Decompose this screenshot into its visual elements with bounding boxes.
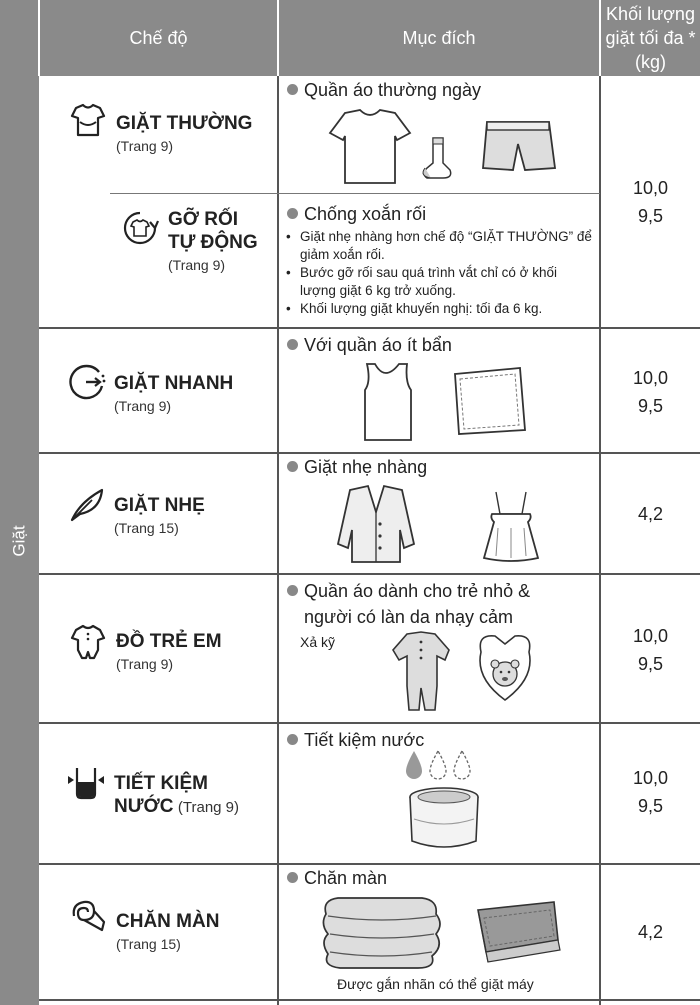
purpose-text: Tiết kiệm nước [287, 730, 424, 751]
capacity-value: 4,2 [637, 504, 664, 524]
quick-wash-icon [66, 362, 106, 402]
note-item: • Giặt nhẹ nhàng hơn chế độ “GIẶT THƯỜNG” để giảm xoắn rối. [282, 228, 594, 264]
mode-baby [68, 622, 222, 672]
light-soil-illustration [355, 360, 535, 445]
header-purpose: Mục đích [402, 28, 476, 48]
mode-normal [68, 100, 252, 154]
mode-name: GIẶT NHANH [114, 373, 234, 394]
mode-name: NƯỚC [114, 796, 174, 817]
bullet-icon [287, 84, 298, 95]
mode-gentle [66, 484, 205, 536]
header-divider [599, 0, 601, 76]
mode-name: GIẶT THƯỜNG [116, 113, 253, 134]
purpose-text: Giặt nhẹ nhàng [287, 457, 427, 478]
row-divider [39, 327, 700, 329]
mode-name: TIẾT KIỆM [114, 773, 208, 794]
purpose-text: Quần áo dành cho trẻ nhỏ & người có làn da nhạy cảm [287, 578, 530, 630]
notes-list [282, 228, 594, 318]
note-item: • Khối lượng giặt khuyến nghị: tối đa 6 kg. [282, 300, 594, 318]
baby-clothes-illustration [385, 630, 545, 712]
bullet-icon [287, 872, 298, 883]
page-ref: (Trang 15) [114, 520, 179, 536]
mode-eco-water [66, 762, 239, 818]
page-ref: (Trang 9) [116, 656, 174, 672]
row-divider [39, 863, 700, 865]
casual-clothes-illustration [315, 108, 575, 188]
row-divider [39, 999, 700, 1001]
mode-untangle [120, 208, 258, 273]
shirt-icon [68, 100, 108, 140]
page-ref: (Trang 15) [116, 936, 181, 952]
page-ref: (Trang 9) [168, 257, 226, 273]
page-ref: (Trang 9) [114, 398, 172, 414]
delicate-clothes-illustration [330, 484, 560, 566]
bullet-icon [287, 734, 298, 745]
water-saving-icon [66, 762, 106, 802]
page-ref: (Trang 9) [177, 799, 240, 816]
row-divider [39, 573, 700, 575]
bedding-note: Được gắn nhãn có thể giặt máy [337, 976, 534, 992]
blanket-icon [68, 896, 108, 936]
mode-name: GIẶT NHẸ [114, 495, 205, 516]
bullet-icon [287, 208, 298, 219]
purpose-text: Chăn màn [287, 868, 387, 889]
row-divider [39, 452, 700, 454]
mode-quick [66, 362, 233, 414]
capacity-value: 10,0 9,5 [632, 178, 669, 226]
bullet-icon [287, 585, 298, 596]
purpose-text: Chống xoắn rối [287, 204, 426, 225]
mode-name: CHĂN MÀN [116, 911, 220, 932]
row-divider [110, 193, 600, 194]
capacity-value: 10,0 9,5 [632, 768, 669, 816]
table-header [0, 0, 700, 76]
bedding-illustration [318, 890, 568, 972]
header-divider [277, 0, 279, 76]
capacity-value: 10,0 9,5 [632, 368, 669, 416]
mode-name: ĐỒ TRẺ EM [116, 631, 222, 652]
column-divider [277, 76, 279, 1005]
baby-clothes-icon [68, 622, 108, 662]
header-capacity: Khối lượng giặt tối đa * (kg) [605, 4, 696, 72]
note-item: • Bước gỡ rối sau quá trình vắt chỉ có ở khối lượng giặt 6 kg trở xuống. [282, 264, 594, 300]
feather-icon [66, 484, 106, 524]
purpose-text: Quần áo thường ngày [287, 80, 481, 101]
header-divider [38, 0, 40, 76]
page-ref: (Trang 9) [116, 138, 174, 154]
water-saving-illustration [400, 745, 490, 855]
row-divider [39, 722, 700, 724]
mode-name: GỠ RỐI [168, 209, 239, 230]
purpose-text: Với quần áo ít bẩn [287, 335, 452, 356]
untangle-icon [120, 208, 160, 248]
category-label: Giặt [9, 524, 29, 557]
mode-name: TỰ ĐỘNG [168, 232, 258, 253]
extra-note: Xả kỹ [300, 634, 336, 650]
mode-bedding [68, 896, 219, 952]
capacity-value: 10,0 9,5 [632, 626, 669, 674]
bullet-icon [287, 461, 298, 472]
capacity-value: 4,2 [637, 922, 664, 942]
header-mode: Chế độ [129, 28, 188, 48]
bullet-icon [287, 339, 298, 350]
